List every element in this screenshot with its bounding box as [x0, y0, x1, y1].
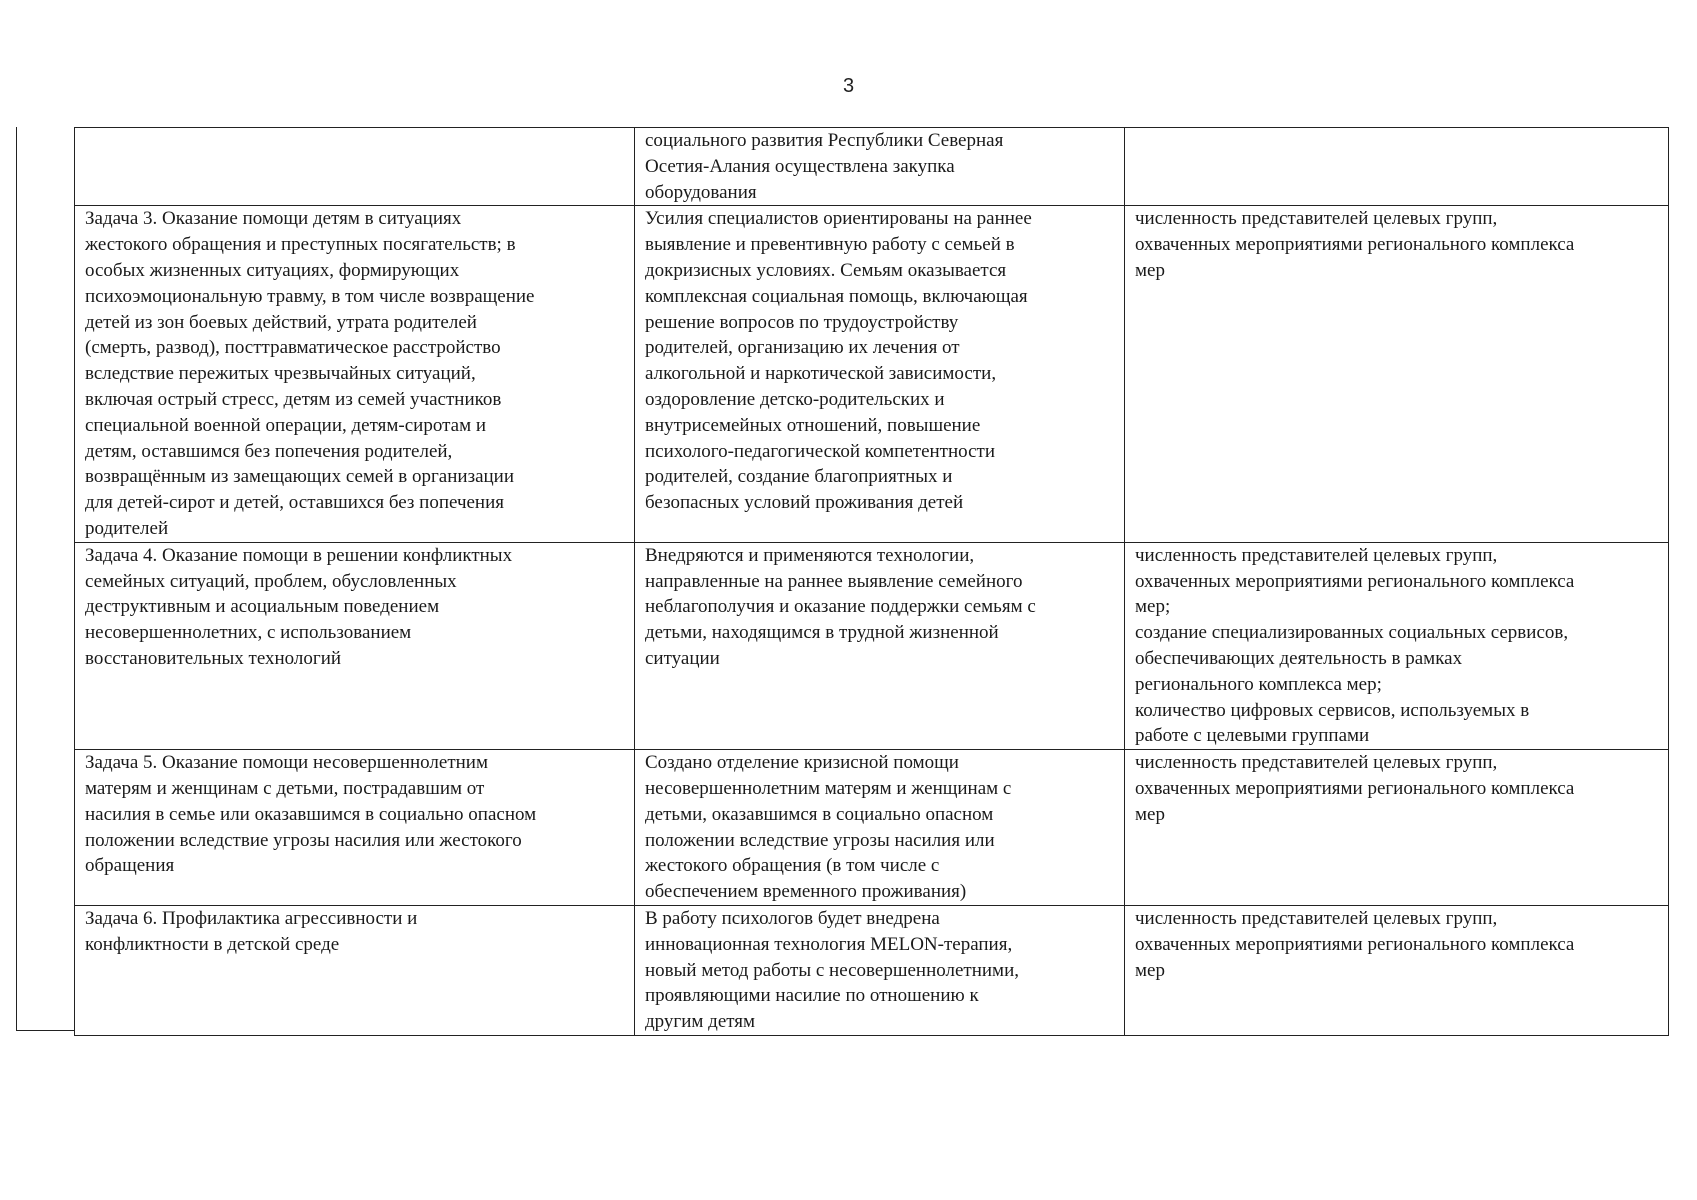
cell-text-line: возвращённым из замещающих семей в организации: [85, 466, 515, 488]
cell-text-line: (смерть, развод), посттравматическое расстройство: [85, 337, 501, 359]
cell-text-line: специальной военной операции, детям-сиротам и: [85, 414, 487, 436]
cell-text-line: насилия в семье или оказавшимся в социально опасном: [85, 803, 537, 825]
indicators-cell: [1125, 206, 1669, 542]
cell-text-line: охваченных мероприятиями регионального комплекса: [1135, 234, 1575, 256]
cell-text-line: психолого-педагогической компетентности: [645, 440, 996, 462]
cell-text-line: алкогольной и наркотической зависимости,: [645, 363, 997, 385]
cell-text-line: Усилия специалистов ориентированы на раннее: [645, 208, 1032, 230]
cell-text-line: несовершеннолетних, с использованием: [85, 622, 412, 644]
cell-text-line: докризисных условиях. Семьям оказывается: [645, 259, 1007, 281]
cell-text-line: ситуации: [645, 647, 720, 669]
cell-text-line: неблагополучия и оказание поддержки семьям с: [645, 596, 1036, 618]
cell-text-line: вследствие пережитых чрезвычайных ситуаций,: [85, 363, 476, 385]
left-margin-rule: [16, 127, 17, 1031]
cell-text-line: внутрисемейных отношений, повышение: [645, 414, 981, 436]
cell-text-line: обеспечением временного проживания): [645, 881, 967, 903]
cell-text-line: несовершеннолетним матерям и женщинам с: [645, 777, 1012, 799]
cell-text-line: Осетия-Алания осуществлена закупка: [645, 155, 955, 177]
cell-text-line: В работу психологов будет внедрена: [645, 907, 940, 929]
table-row: [75, 128, 1669, 206]
cell-text-line: мер: [1135, 259, 1165, 281]
task-cell: [75, 750, 635, 906]
page-number: 3: [842, 75, 855, 97]
measures-cell: [635, 750, 1125, 906]
cell-text-line: матерям и женщинам с детьми, пострадавшим от: [85, 777, 485, 799]
cell-text-line: восстановительных технологий: [85, 647, 342, 669]
cell-text-line: комплексная социальная помощь, включающая: [645, 285, 1028, 307]
cell-text-line: Задача 3. Оказание помощи детям в ситуациях: [85, 208, 462, 230]
cell-text-line: мер: [1135, 803, 1165, 825]
cell-text-line: регионального комплекса мер;: [1135, 673, 1382, 695]
cell-text-line: мер: [1135, 959, 1165, 981]
cell-text-line: детьми, находящимся в трудной жизненной: [645, 622, 999, 644]
cell-text-line: охваченных мероприятиями регионального комплекса: [1135, 933, 1575, 955]
cell-text-line: Задача 5. Оказание помощи несовершеннолетним: [85, 752, 488, 774]
cell-text-line: родителей, создание благоприятных и: [645, 466, 953, 488]
cell-text-line: жестокого обращения и преступных посягательств; в: [85, 234, 516, 256]
cell-text-line: численность представителей целевых групп,: [1135, 208, 1498, 230]
cell-text-line: обеспечивающих деятельность в рамках: [1135, 647, 1463, 669]
cell-text-line: семейных ситуаций, проблем, обусловленных: [85, 570, 457, 592]
cell-text-line: деструктивным и асоциальным поведением: [85, 596, 440, 618]
cell-text-line: особых жизненных ситуациях, формирующих: [85, 259, 460, 281]
cell-text-line: численность представителей целевых групп,: [1135, 752, 1498, 774]
measures-cell: [635, 128, 1125, 206]
cell-text-line: включая острый стресс, детям из семей участников: [85, 388, 502, 410]
indicators-cell: [1125, 542, 1669, 749]
cell-text-line: количество цифровых сервисов, используемых в: [1135, 699, 1530, 721]
measures-cell: [635, 542, 1125, 749]
cell-text-line: детей из зон боевых действий, утрата родителей: [85, 311, 477, 333]
cell-text-line: для детей-сирот и детей, оставшихся без попечения: [85, 492, 505, 514]
cell-text-line: оборудования: [645, 181, 757, 203]
cell-text-line: Внедряются и применяются технологии,: [645, 544, 975, 566]
cell-text-line: создание специализированных социальных сервисов,: [1135, 622, 1569, 644]
cell-text-line: безопасных условий проживания детей: [645, 492, 964, 514]
cell-text-line: проявляющими насилие по отношению к: [645, 985, 979, 1007]
cell-text-line: численность представителей целевых групп,: [1135, 544, 1498, 566]
cell-text-line: родителей, организацию их лечения от: [645, 337, 960, 359]
cell-text-line: мер;: [1135, 596, 1171, 618]
cell-text-line: решение вопросов по трудоустройству: [645, 311, 959, 333]
cell-text-line: направленные на раннее выявление семейного: [645, 570, 1023, 592]
indicators-cell: [1125, 128, 1669, 206]
cell-text-line: социального развития Республики Северная: [645, 130, 1004, 151]
cell-text-line: Задача 6. Профилактика агрессивности и: [85, 907, 418, 929]
bottom-margin-rule: [16, 1030, 74, 1031]
cell-text-line: детям, оставшимся без попечения родителей,: [85, 440, 453, 462]
cell-text-line: Задача 4. Оказание помощи в решении конфликтных: [85, 544, 513, 566]
cell-text-line: конфликтности в детской среде: [85, 933, 340, 955]
cell-text-line: Создано отделение кризисной помощи: [645, 752, 959, 774]
cell-text-line: психоэмоциональную травму, в том числе возвращение: [85, 285, 535, 307]
table-row: [75, 905, 1669, 1035]
measures-table-body: [75, 128, 1669, 1036]
cell-text-line: выявление и превентивную работу с семьей в: [645, 234, 1015, 256]
indicators-cell: [1125, 750, 1669, 906]
indicators-cell: [1125, 905, 1669, 1035]
table-row: [75, 206, 1669, 542]
measures-cell: [635, 905, 1125, 1035]
task-cell: [75, 905, 635, 1035]
cell-text-line: детьми, оказавшимся в социально опасном: [645, 803, 994, 825]
task-cell: [75, 128, 635, 206]
cell-text-line: положении вследствие угрозы насилия или: [645, 829, 995, 851]
task-cell: [75, 206, 635, 542]
cell-text-line: охваченных мероприятиями регионального комплекса: [1135, 570, 1575, 592]
cell-text-line: оздоровление детско-родительских и: [645, 388, 945, 410]
cell-text-line: обращения: [85, 855, 175, 877]
cell-text-line: работе с целевыми группами: [1135, 725, 1370, 747]
cell-text-line: инновационная технология MELON-терапия,: [645, 933, 1013, 955]
measures-cell: [635, 206, 1125, 542]
cell-text-line: другим детям: [645, 1011, 756, 1033]
table-row: [75, 542, 1669, 749]
table-row: [75, 750, 1669, 906]
task-cell: [75, 542, 635, 749]
cell-text-line: родителей: [85, 517, 169, 539]
cell-text-line: численность представителей целевых групп,: [1135, 907, 1498, 929]
cell-text-line: новый метод работы с несовершеннолетними,: [645, 959, 1019, 981]
cell-text-line: положении вследствие угрозы насилия или жестокого: [85, 829, 522, 851]
measures-table: [74, 127, 1669, 1036]
cell-text-line: жестокого обращения (в том числе с: [645, 855, 940, 877]
cell-text-line: охваченных мероприятиями регионального комплекса: [1135, 777, 1575, 799]
